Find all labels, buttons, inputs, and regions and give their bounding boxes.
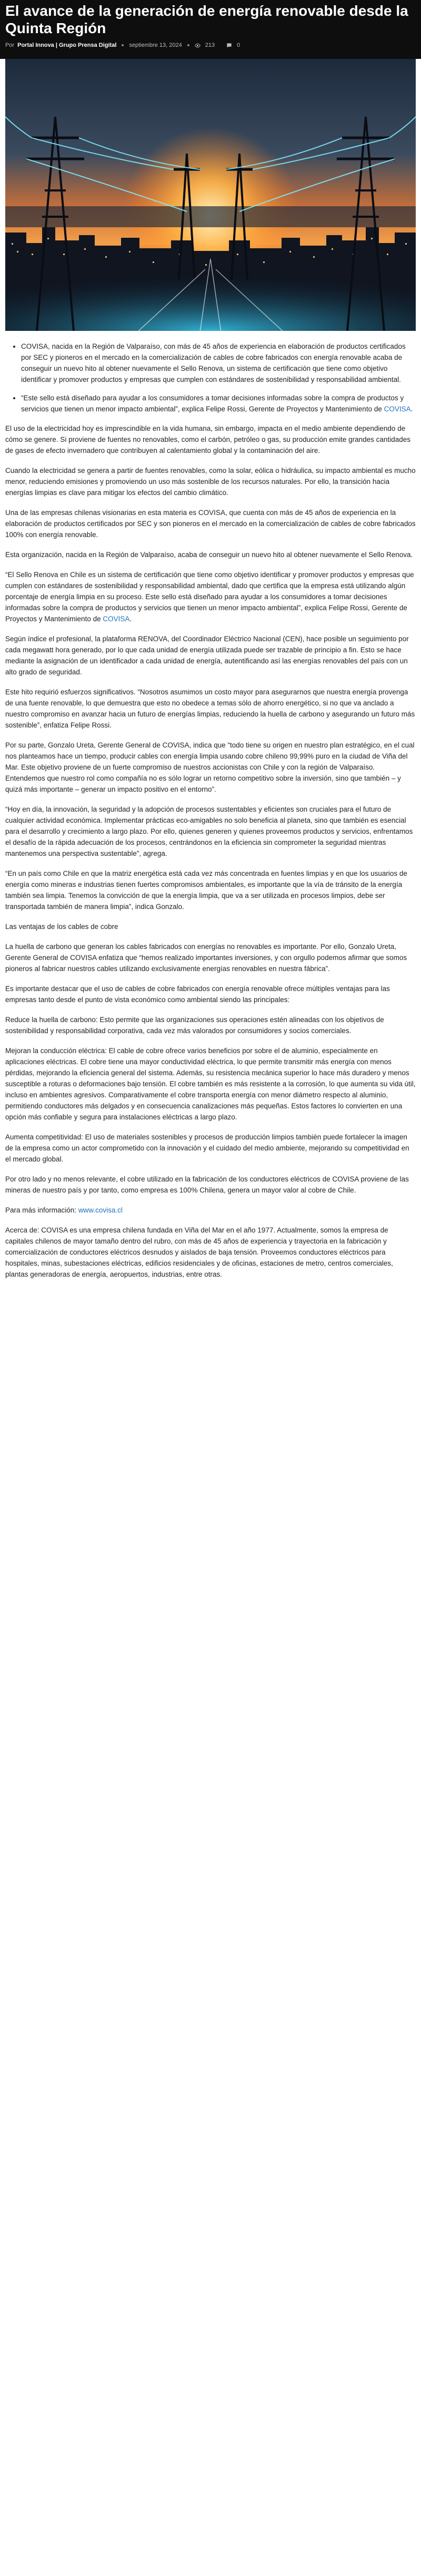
more-info (5, 1205, 416, 1216)
paragraph-text: “El Sello Renova en Chile es un sistema de certificación que tiene como objetivo identificar y promover productos y empresas que cumplen con estándares de sostenibilidad y responsabilidad ambiental, dado que certifica que la empresa está utilizando algún porcentaje de energía limpia en su proceso. Este sello está diseñado para ayudar a los consumidores a tomar decisiones informadas sobre la compra de productos y servicios que tienen un menor impacto ambiental”, explica Felipe Rossi, Gerente de Proyectos y Mantenimiento de (5, 571, 414, 623)
summary-item: • COVISA, nacida en la Región de Valparaíso, con más de 45 años de experiencia en elaboración de productos certificados por SEC y pioneros en el mercado en la comercialización de cables de cobre fabricados con energía renovable acaba de conseguir un nuevo hito al obtener nuevamente el Sello Renova, un sistema de certificación que tiene como objetivo identificar y promover productos y empresas que cumplen con estándares de sostenibilidad y responsabilidad ambiental. (21, 341, 416, 385)
eye-icon (195, 43, 201, 48)
paragraph: Reduce la huella de carbono: Esto permite que las organizaciones sus operaciones estén alineadas con los objetivos de sostenibilidad y responsabilidad corporativa, cada vez más valorados por consumidores y socios comerciales. (5, 1016, 384, 1035)
paragraph: Una de las empresas chilenas visionarias en esta materia es COVISA, que cuenta con más de 45 años de experiencia en la elaboración de productos certificados por SEC y son pioneros en el mercado en la comercialización de cables de cobre fabricados 100% con energía renovable. (5, 509, 416, 539)
paragraph-with-link (5, 569, 416, 624)
summary-item-text: “Este sello está diseñado para ayudar a los consumidores a tomar decisiones informadas sobre la compra de productos y servicios que tienen un menor impacto ambiental”, explica Felipe Rossi, Gerente de Proyectos y Mantenimiento de (21, 394, 404, 413)
summary-item-quote: • “Este sello está diseñado para ayudar a los consumidores a tomar decisiones informadas sobre la compra de productos y servicios que tienen un menor impacto ambiental”, explica Felipe Rossi, Gerente de Proyectos y Mantenimiento de COVISA. (21, 392, 416, 415)
publish-date: septiembre 13, 2024 (129, 42, 182, 48)
paragraph: Este hito requirió esfuerzos significativos. “Nosotros asumimos un costo mayor para asegurarnos que nuestra energía provenga de una fuente renovable, lo que demuestra que esto no obedece a temas sólo de ahorro energético, si no que va anclado a nuestro compromiso en avanzar hacia un futuro de energías limpias, reduciendo la huella de carbono y asegurando un futuro más sostenible”, enfatiza Felipe Rossi. (5, 688, 415, 729)
author-link[interactable]: Portal Innova | Grupo Prensa Digital (17, 42, 117, 48)
paragraph: El uso de la electricidad hoy es imprescindible en la vida humana, sin embargo, impacta en el medio ambiente dependiendo de cómo se genere. Si proviene de fuentes no renovables, como el carbón, petróleo o gas, su producción emite grandes cantidades de gases de efecto invernadero que contribuyen al calentamiento global y la contaminación del aire. (5, 425, 410, 454)
summary-list (5, 341, 416, 415)
hero-image (5, 59, 416, 331)
city-power-lines-illustration (5, 59, 416, 331)
comment-count[interactable]: 0 (237, 42, 240, 48)
website-link[interactable]: www.covisa.cl (78, 1206, 123, 1214)
paragraph: Por su parte, Gonzalo Ureta, Gerente General de COVISA, indica que “todo tiene su origen en nuestro plan estratégico, en el cual nos planteamos hace un tiempo, producir cables con energía limpia usando cobre chileno 99,99% puro en la ciudad de Viña del Mar. Este objetivo proviene de un fuerte compromiso de nuestros accionistas con Chile y con la región de Valparaíso. Entendemos que nuestro rol como compañía no es sólo lograr un retorno competitivo sobre la inversión, sino que también – y quizá más importante – generar un impacto positivo en el entorno”. (5, 741, 415, 793)
more-info-label: Para más información: (5, 1206, 78, 1214)
paragraph: Por otro lado y no menos relevante, el cobre utilizado en la fabricación de los conductores eléctricos de COVISA proviene de las mineras de nuestro país y por tanto, como empresa es 100% Chilena, genera un mayor valor al cobre de Chile. (5, 1175, 409, 1194)
paragraph: Según índice el profesional, la plataforma RENOVA, del Coordinador Eléctrico Nacional (CEN), hace posible un seguimiento por cada megawatt hora generado, por lo que cada unidad de energía utilizada puede ser trazable de principio a fin. Esto se hace mediante la asignación de un identificador a cada unidad de energía, autentificando así las energías renovables del país con un alto grado de seguridad. (5, 635, 409, 676)
paragraph: Esta organización, nacida en la Región de Valparaíso, acaba de conseguir un nuevo hito al obtener nuevamente el Sello Renova. (5, 551, 413, 559)
paragraph-end: . (129, 615, 132, 623)
separator-dot (187, 44, 189, 46)
comment-icon[interactable] (226, 43, 232, 48)
paragraph: Aumenta competitividad: El uso de materiales sostenibles y procesos de producción limpios también puede fortalecer la imagen de la empresa como un actor comprometido con la innovación y el cuidado del medio ambiente, mejorando su competitividad en el mercado global. (5, 1133, 409, 1163)
paragraph: Es importante destacar que el uso de cables de cobre fabricados con energía renovable ofrece múltiples ventajas para las empresas tanto desde el punto de vista económico como ambiental siendo las principales: (5, 985, 390, 1004)
separator-dot (122, 44, 124, 46)
paragraph: “Hoy en día, la innovación, la seguridad y la adopción de procesos sustentables y eficientes son cruciales para el futuro de cualquier actividad económica. Implementar prácticas eco-amigables no solo beneficia al planeta, sino que también es esencial para el desarrollo y crecimiento a largo plazo. Por ello, quienes generen y quienes proveemos productos y servicios, enfrentamos el desafío de la rápida adecuación de los procesos, centrándonos en la eficiencia sin comprometer la seguridad mientras mantenemos una perspectiva sustentable”, agrega. (5, 805, 413, 857)
article-body (5, 341, 416, 1289)
view-count: 213 (205, 42, 215, 48)
covisa-link[interactable]: COVISA (103, 615, 130, 623)
by-label: Por (5, 42, 15, 48)
paragraph: Cuando la electricidad se genera a partir de fuentes renovables, como la solar, eólica o hidráulica, su impacto ambiental es mucho menor, reduciendo emisiones y promoviendo un uso más sostenible de los recursos naturales. Por ello, la transición hacia energías limpias es clave para mitigar los efectos del cambio climático. (5, 467, 416, 497)
about-paragraph: Acerca de: COVISA es una empresa chilena fundada en Viña del Mar en el año 1977. Actualmente, somos la empresa de capitales chilenos de mayor tamaño dentro del rubro, con más de 45 años de experiencia y trayectoria en la fabricación y comercialización de conductores eléctricos desnudos y aislados de baja tensión. Proveemos conductores eléctricos para hospitales, minas, subestaciones eléctricas, edificios residenciales y de oficinas, estaciones de metro, centros comerciales, plantas generadoras de energía, aeropuertos, industrias, entre otras. (5, 1226, 393, 1278)
paragraph: “En un país como Chile en que la matriz energética está cada vez más concentrada en fuentes limpias y en que los usuarios de energía como mineras e industrias tienen fuertes compromisos ambientales, es importante que la vía de tránsito de la energía también sea limpia. Tenemos la convicción de que la energía limpia, que va a ser utilizada en procesos limpios, debe ser transportada también de manera limpia”, indica Gonzalo. (5, 870, 407, 911)
article-title: El avance de la generación de energía renovable desde la Quinta Región (5, 3, 408, 36)
article-meta (5, 42, 416, 48)
paragraph: La huella de carbono que generan los cables fabricados con energías no renovables es importante. Por ello, Gonzalo Ureta, Gerente General de COVISA enfatiza que “hemos realizado importantes inversiones, y con orgullo podemos afirmar que somos pioneros al fabricar nuestros cables utilizando exclusivamente energías renovables en nuestra fábrica”. (5, 943, 407, 973)
article-header (0, 0, 421, 59)
paragraph: Mejoran la conducción eléctrica: El cable de cobre ofrece varios beneficios por sobre el de aluminio, especialmente en aplicaciones eléctricas. El cobre tiene una mayor conductividad eléctrica, lo que permite transmitir más energía con menos pérdidas, mejorando la eficiencia general del sistema. Además, su resistencia mecánica superior lo hace más duradero y menos susceptible a roturas o deformaciones bajo tensión. El cobre también es más resistente a la corrosión, lo que aumenta su vida útil, incluso en ambientes agresivos. Comparativamente el cobre transporta energía con menor diámetro respecto al aluminio, permitiendo conductores más delgados y en consecuencia canalizaciones más pequeñas. Estos factores lo convierten en una opción más confiable y segura para instalaciones eléctricas a largo plazo. (5, 1047, 416, 1121)
section-subhead: Las ventajas de los cables de cobre (5, 923, 118, 931)
covisa-link[interactable]: COVISA (384, 405, 411, 413)
